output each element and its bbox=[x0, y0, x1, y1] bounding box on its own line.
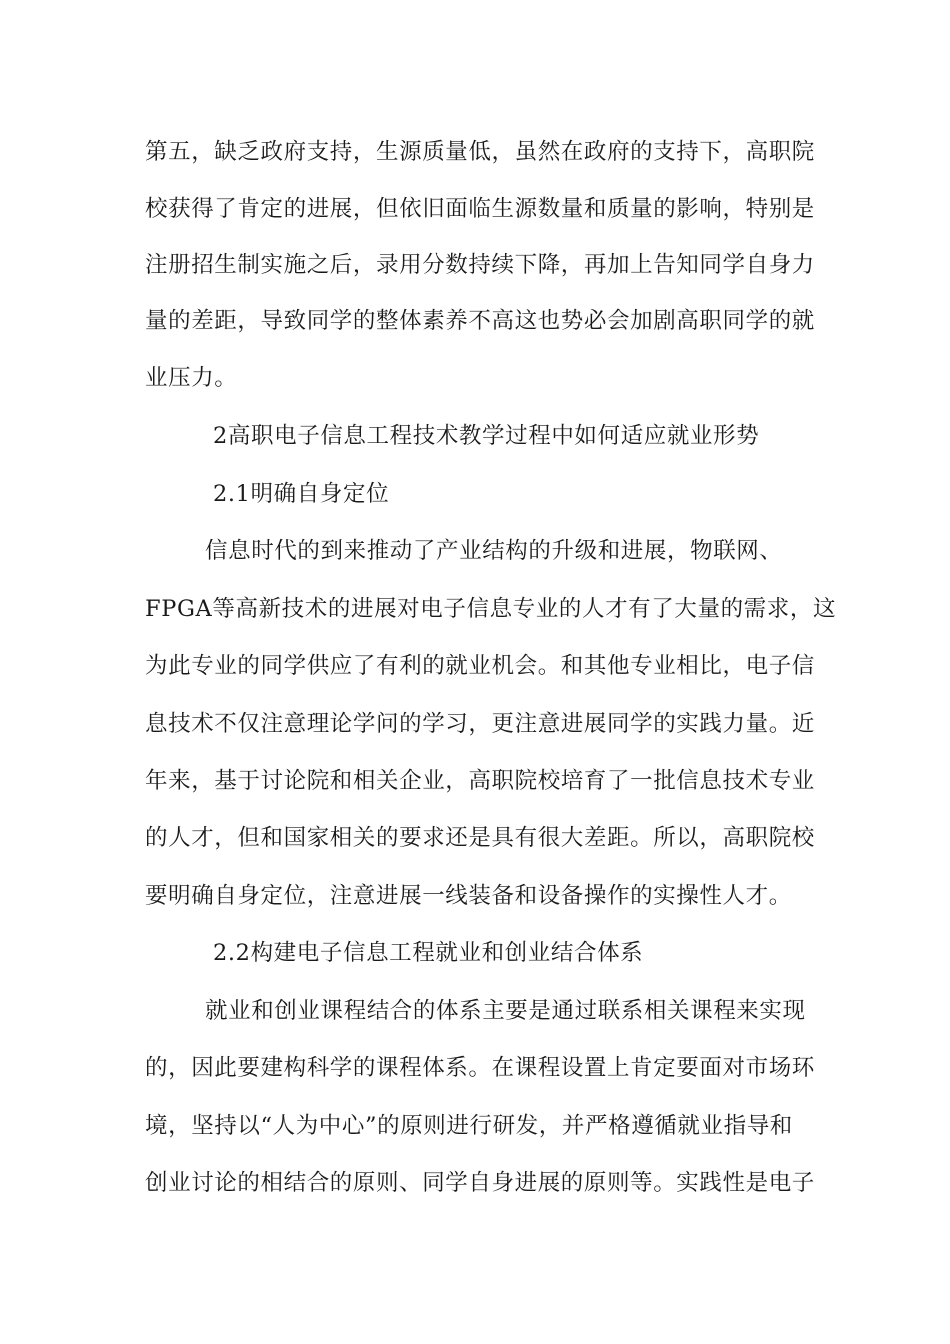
paragraph-line: 量的差距，导致同学的整体素养不高这也势必会加剧高职同学的就 bbox=[145, 308, 815, 334]
paragraph-line: 注册招生制实施之后，录用分数持续下降，再加上告知同学自身力 bbox=[145, 252, 815, 278]
paragraph-line: 要明确自身定位，注意进展一线装备和设备操作的实操性人才。 bbox=[145, 883, 792, 909]
paragraph-line: 为此专业的同学供应了有利的就业机会。和其他专业相比，电子信 bbox=[145, 653, 815, 679]
paragraph-line: 就业和创业课程结合的体系主要是通过联系相关课程来实现 bbox=[205, 998, 806, 1024]
paragraph-line: 信息时代的到来推动了产业结构的升级和进展，物联网、 bbox=[205, 538, 783, 564]
subsection-heading: 2.2构建电子信息工程就业和创业结合体系 bbox=[213, 940, 644, 966]
section-heading: 2高职电子信息工程技术教学过程中如何适应就业形势 bbox=[213, 423, 760, 449]
subsection-heading: 2.1明确自身定位 bbox=[213, 481, 390, 507]
paragraph-line: 创业讨论的相结合的原则、同学自身进展的原则等。实践性是电子 bbox=[145, 1170, 815, 1196]
paragraph-line: 的人才，但和国家相关的要求还是具有很大差距。所以，高职院校 bbox=[145, 825, 815, 851]
paragraph-line: 年来，基于讨论院和相关企业，高职院校培育了一批信息技术专业 bbox=[145, 768, 815, 794]
paragraph-line: 息技术不仅注意理论学问的学习，更注意进展同学的实践力量。近 bbox=[145, 711, 815, 737]
paragraph-line: 业压力。 bbox=[145, 365, 238, 391]
paragraph-line: 第五，缺乏政府支持，生源质量低，虽然在政府的支持下，高职院 bbox=[145, 139, 815, 165]
paragraph-line: 的，因此要建构科学的课程体系。在课程设置上肯定要面对市场环 bbox=[145, 1055, 815, 1081]
paragraph-line: 校获得了肯定的进展，但依旧面临生源数量和质量的影响，特别是 bbox=[145, 196, 815, 222]
paragraph-line: 境，坚持以“人为中心”的原则进行研发，并严格遵循就业指导和 bbox=[145, 1113, 793, 1139]
paragraph-line: FPGA等高新技术的进展对电子信息专业的人才有了大量的需求，这 bbox=[145, 596, 837, 622]
